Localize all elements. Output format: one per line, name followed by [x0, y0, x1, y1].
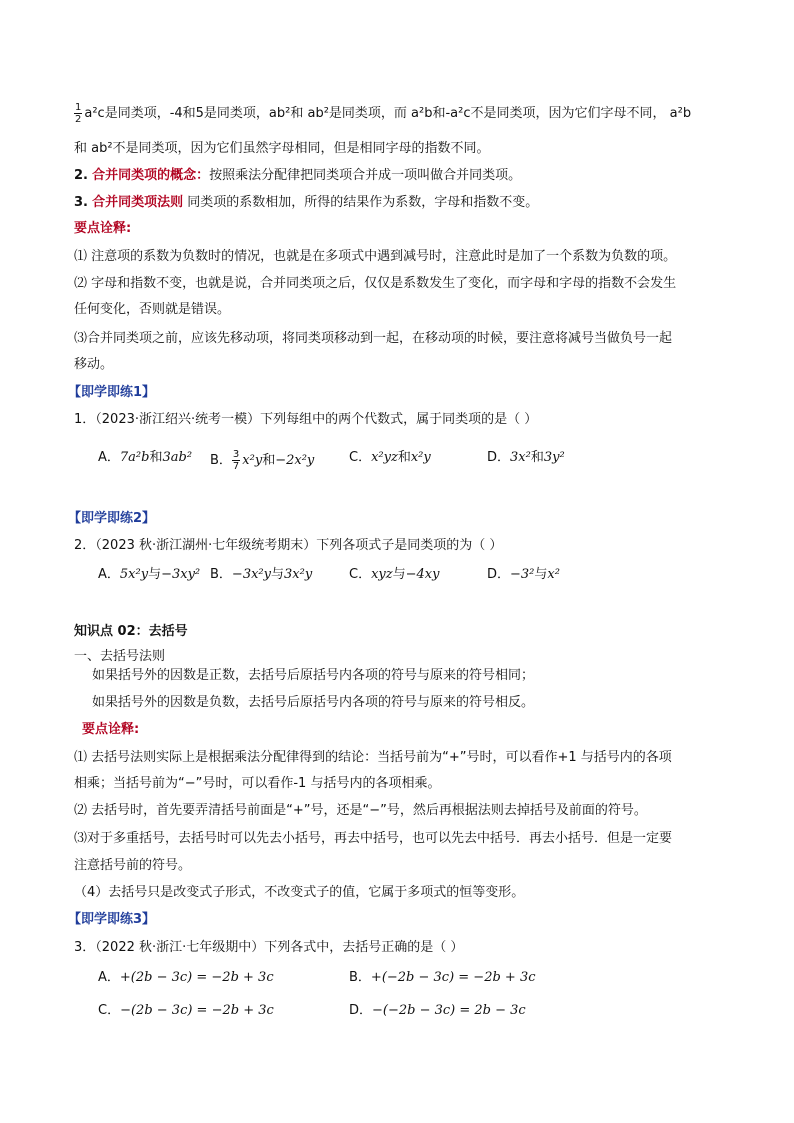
- notes-title-1: 要点诠释:: [74, 221, 132, 236]
- exercise-1-option-d[interactable]: D．3x²和3y²: [487, 450, 565, 465]
- exercise-3-option-d[interactable]: D．−(−2b − 3c) = 2b − 3c: [349, 1003, 526, 1018]
- exercise-1-option-b[interactable]: B． $\frac{3}{7}$ x²y和−2x²y: [210, 449, 315, 472]
- fraction-half: $\frac{1}{2}$: [75, 102, 82, 125]
- exercise-3-question: 3．（2022 秋·浙江·七年级期中）下列各式中，去括号正确的是（ ）: [74, 940, 464, 955]
- note-line: ⑴ 注意项的系数为负数时的情况，也就是在多项式中遇到减号时，注意此时是加了一个系数为负数的项。: [74, 249, 677, 264]
- note-line: 注意括号前的符号。: [74, 858, 192, 873]
- exercise-3-option-b[interactable]: B．+(−2b − 3c) = −2b + 3c: [349, 970, 536, 985]
- note-line: 相乘；当括号前为“−”号时，可以看作-1 与括号内的各项相乘。: [74, 776, 441, 791]
- rule-title: 一、去括号法则: [74, 649, 166, 664]
- kp1-line1: $\frac{1}{2}$ a²c是同类项，-4和5是同类项，ab²和 ab²是同类项，而 a²b和-a²c不是同类项，因为它们字母不同， a²b: [75, 102, 692, 125]
- note-line: ⑵ 去括号时，首先要弄清括号前面是“+”号，还是“−”号，然后再根据法则去掉括号及前面的符号。: [74, 803, 647, 818]
- exercise-3-option-c[interactable]: C．−(2b − 3c) = −2b + 3c: [98, 1003, 274, 1018]
- exercise-2-option-a[interactable]: A．5x²y与−3xy²: [98, 567, 201, 582]
- exercise-1-option-a[interactable]: A．7a²b和3ab²: [98, 450, 193, 465]
- exercise-3-title: 【即学即练3】: [68, 912, 156, 927]
- note-line: ⑵ 字母和指数不变，也就是说，合并同类项之后，仅仅是系数发生了变化，而字母和字母的指数不会发生: [74, 276, 677, 291]
- exercise-1-option-c[interactable]: C．x²yz和x²y: [349, 450, 431, 465]
- note-line: ⑴ 去括号法则实际上是根据乘法分配律得到的结论：当括号前为“+”号时，可以看作+1 与括号内的各项: [74, 750, 672, 765]
- exercise-2-option-d[interactable]: D．−3²与x²: [487, 567, 560, 582]
- knowledge-point-2-heading: 知识点 02：去括号: [74, 624, 188, 639]
- concept-label: 合并同类项的概念：: [92, 168, 210, 183]
- rule-label: 合并同类项法则: [92, 195, 184, 210]
- exercise-2-option-b[interactable]: B．−3x²y与3x²y: [210, 567, 313, 582]
- exercise-2-question: 2．（2023 秋·浙江湖州·七年级统考期末）下列各项式子是同类项的为（ ）: [74, 538, 503, 553]
- note-line: 移动。: [74, 357, 114, 372]
- notes-title-2: 要点诠释:: [82, 722, 140, 737]
- exercise-2-option-c[interactable]: C．xyz与−4xy: [349, 567, 440, 582]
- concept-line: 2. 合并同类项的概念：按照乘法分配律把同类项合并成一项叫做合并同类项。: [74, 168, 522, 183]
- note-line: 任何变化，否则就是错误。: [74, 302, 231, 317]
- note-line: ⑶对于多重括号，去括号时可以先去小括号，再去中括号，也可以先去中括号．再去小括号．但是一定要: [74, 831, 673, 846]
- exercise-2-title: 【即学即练2】: [68, 511, 156, 526]
- kp1-line2: 和 ab²不是同类项，因为它们虽然字母相同，但是相同字母的指数不同。: [74, 141, 490, 156]
- exercise-3-option-a[interactable]: A．+(2b − 3c) = −2b + 3c: [98, 970, 274, 985]
- rule-line: 如果括号外的因数是正数，去括号后原括号内各项的符号与原来的符号相同；: [92, 668, 535, 683]
- rule-line: 3. 合并同类项法则 同类项的系数相加，所得的结果作为系数，字母和指数不变。: [74, 195, 539, 210]
- exercise-1-title: 【即学即练1】: [68, 385, 156, 400]
- note-line: （4）去括号只是改变式子形式，不改变式子的值，它属于多项式的恒等变形。: [74, 885, 525, 900]
- exercise-1-question: 1．（2023·浙江绍兴·统考一模）下列每组中的两个代数式，属于同类项的是（ ）: [74, 412, 538, 427]
- rule-line: 如果括号外的因数是负数，去括号后原括号内各项的符号与原来的符号相反。: [92, 695, 535, 710]
- fraction-three-sevenths: $\frac{3}{7}$: [232, 449, 240, 472]
- note-line: ⑶合并同类项之前，应该先移动项，将同类项移动到一起，在移动项的时候，要注意将减号当做负号一起: [74, 331, 673, 346]
